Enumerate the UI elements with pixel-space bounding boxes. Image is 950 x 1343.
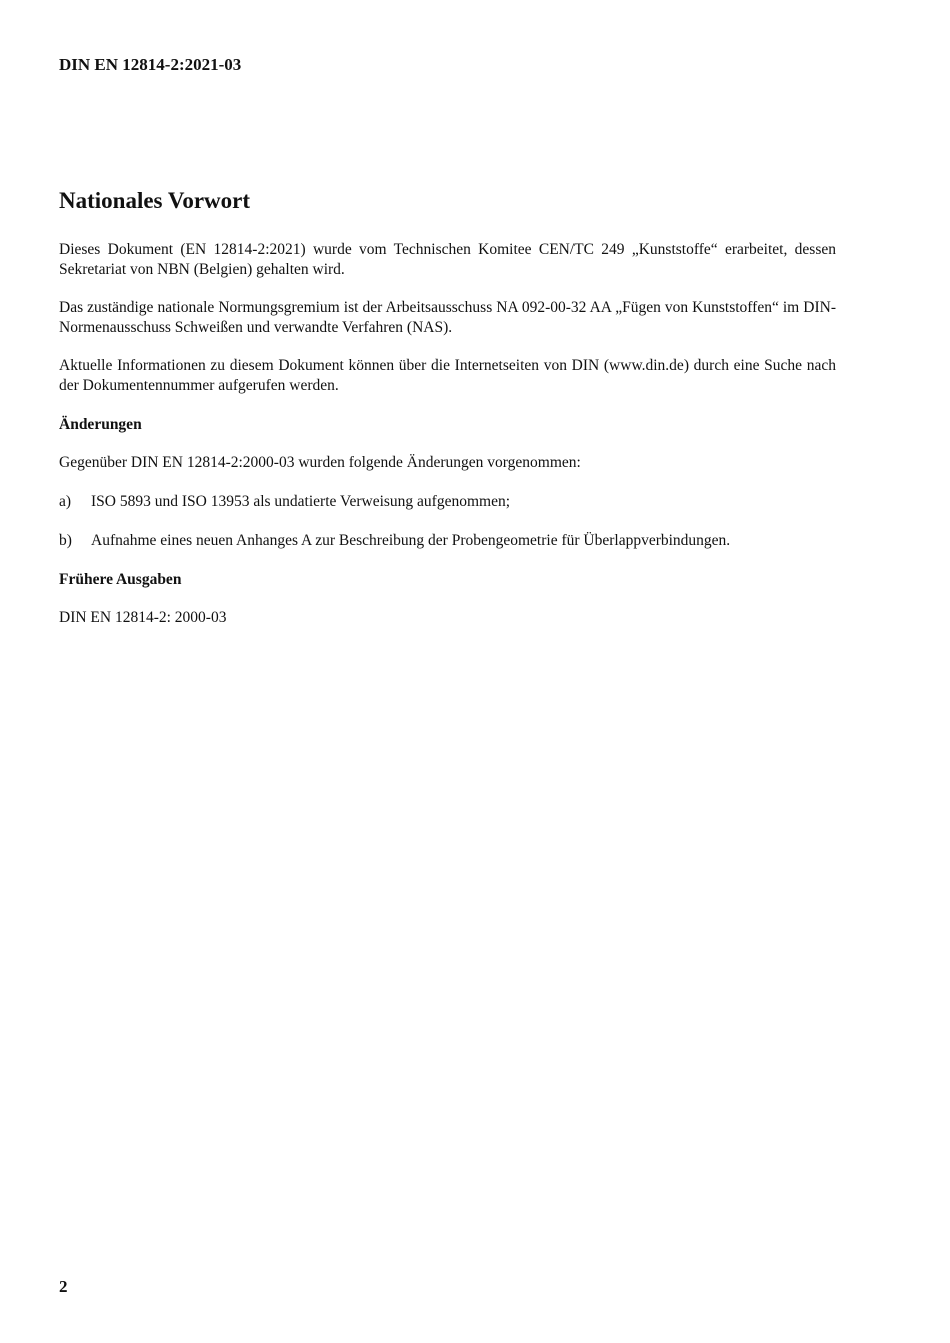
paragraph-committee: Dieses Dokument (EN 12814-2:2021) wurde vom Technischen Komitee CEN/TC 249 „Kunststoffe“ erarbeitet, dessen Sekretariat von NBN (Belgien) gehalten wird. — [59, 241, 836, 278]
paragraph-national-body: Das zuständige nationale Normungsgremium ist der Arbeitsausschuss NA 092-00-32 AA „Fügen von Kunststoffen“ im DIN-Normenausschuss Schweißen und verwandte Verfahren (NAS). — [59, 299, 836, 336]
previous-editions-heading: Frühere Ausgaben — [59, 571, 182, 588]
list-item — [59, 531, 836, 551]
changes-heading: Änderungen — [59, 416, 142, 433]
list-marker: b) — [59, 532, 72, 549]
paragraph-information: Aktuelle Informationen zu diesem Dokument können über die Internetseiten von DIN (www.din.de) durch eine Suche nach der Dokumentennummer aufgerufen werden. — [59, 357, 836, 394]
list-marker: a) — [59, 493, 72, 510]
list-item-text: ISO 5893 und ISO 13953 als undatierte Verweisung aufgenommen; — [91, 493, 511, 510]
list-item — [59, 492, 836, 512]
document-header: DIN EN 12814-2:2021-03 — [59, 55, 242, 74]
changes-intro: Gegenüber DIN EN 12814-2:2000-03 wurden folgende Änderungen vorgenommen: — [59, 454, 581, 471]
list-item-text: Aufnahme eines neuen Anhanges A zur Beschreibung der Probengeometrie für Überlappverbindungen. — [91, 532, 731, 549]
page-title: Nationales Vorwort — [59, 188, 251, 213]
page-number: 2 — [59, 1277, 68, 1296]
previous-editions-text: DIN EN 12814-2: 2000-03 — [59, 609, 227, 626]
